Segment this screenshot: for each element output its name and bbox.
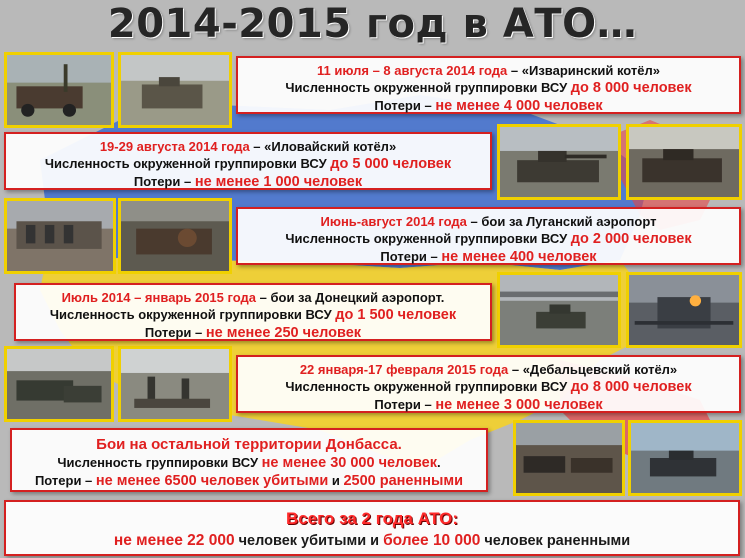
other-size-end: . [436, 455, 441, 470]
photo-ruined-terminal [4, 198, 116, 274]
event-name: бои за Луганский аэропорт [481, 214, 657, 229]
event-loss-label: Потери – [374, 397, 436, 412]
page-title: 2014-2015 год в АТО… [107, 1, 638, 47]
event-separator: – [466, 214, 482, 229]
total-killed-value: не менее 22 000 [113, 532, 235, 549]
photo-tank-near-bridge [497, 272, 621, 348]
photo-burned-truck [4, 52, 114, 128]
event-separator: – [249, 139, 265, 154]
event-size-label: Численность окруженной группировки ВСУ [44, 156, 331, 171]
event-size-label: Численность окруженной группировки ВСУ [49, 307, 336, 322]
photo-destroyed-apc [118, 52, 232, 128]
event-card-ilovaisk [4, 132, 492, 190]
other-heading: Бои на остальной территории Донбасса. [96, 436, 402, 453]
photo-tanks-in-mud [4, 346, 114, 422]
event-separator: – [508, 362, 523, 377]
total-heading: Всего за 2 года АТО: [286, 509, 458, 528]
photo-destroyed-tank-1 [497, 124, 621, 200]
event-card-donetsk-airport [14, 283, 492, 341]
event-card-debaltsevo [236, 355, 741, 413]
photo-burned-vehicle [118, 198, 232, 274]
event-date: 22 января-17 февраля 2015 года [299, 362, 509, 377]
other-loss-label: Потери – [34, 473, 96, 488]
event-size-value: до 1 500 человек [335, 307, 457, 323]
event-date: Июнь-август 2014 года [320, 214, 467, 229]
event-date: 11 июля – 8 августа 2014 года [317, 63, 508, 78]
total-wounded-label: человек раненными [480, 533, 631, 549]
other-size-value: не менее 30 000 человек [261, 455, 437, 471]
event-loss-value: не менее 3 000 человек [435, 397, 603, 413]
total-card [4, 500, 740, 556]
event-size-label: Численность окруженной группировки ВСУ [285, 231, 571, 246]
event-name: «Дебальцевский котёл» [522, 362, 678, 377]
photo-burned-column [513, 420, 625, 496]
total-killed-label: человек убитыми и [234, 533, 384, 549]
photo-destroyed-tank-road [628, 420, 742, 496]
event-separator: – [256, 290, 271, 305]
event-size-label: Численность окруженной группировки ВСУ [285, 379, 571, 394]
photo-soldiers-snow [118, 346, 232, 422]
event-loss-label: Потери – [380, 249, 442, 264]
event-loss-value: не менее 250 человек [205, 325, 362, 341]
event-card-lugansk-airport [236, 207, 741, 265]
event-size-value: до 5 000 человек [330, 156, 452, 172]
event-size-value: до 8 000 человек [570, 379, 692, 395]
event-loss-label: Потери – [374, 98, 436, 113]
event-name: «Изваринский котёл» [521, 63, 660, 78]
other-loss-wounded: 2500 раненными [343, 473, 464, 489]
other-loss-killed: не менее 6500 человек убитыми [95, 473, 329, 489]
event-card-izvarino [236, 56, 741, 114]
other-territory-card [10, 428, 488, 492]
event-size-value: до 2 000 человек [570, 231, 692, 247]
event-loss-label: Потери – [133, 174, 195, 189]
event-loss-value: не менее 400 человек [441, 249, 597, 265]
event-loss-label: Потери – [144, 325, 206, 340]
event-size-label: Численность окруженной группировки ВСУ [285, 80, 571, 95]
event-size-value: до 8 000 человек [570, 80, 692, 96]
photo-destroyed-tank-2 [626, 124, 742, 200]
event-name: бои за Донецкий аэропорт. [270, 290, 445, 305]
photo-airport-tower [626, 272, 742, 348]
event-separator: – [507, 63, 522, 78]
event-date: 19-29 августа 2014 года [99, 139, 250, 154]
other-size-label: Численность группировки ВСУ [57, 455, 262, 470]
event-loss-value: не менее 1 000 человек [194, 174, 363, 190]
other-loss-mid: и [328, 473, 344, 488]
event-date: Июль 2014 – январь 2015 года [61, 290, 256, 305]
event-loss-value: не менее 4 000 человек [435, 98, 603, 114]
event-name: «Иловайский котёл» [264, 139, 397, 154]
total-wounded-value: более 10 000 [383, 532, 481, 549]
